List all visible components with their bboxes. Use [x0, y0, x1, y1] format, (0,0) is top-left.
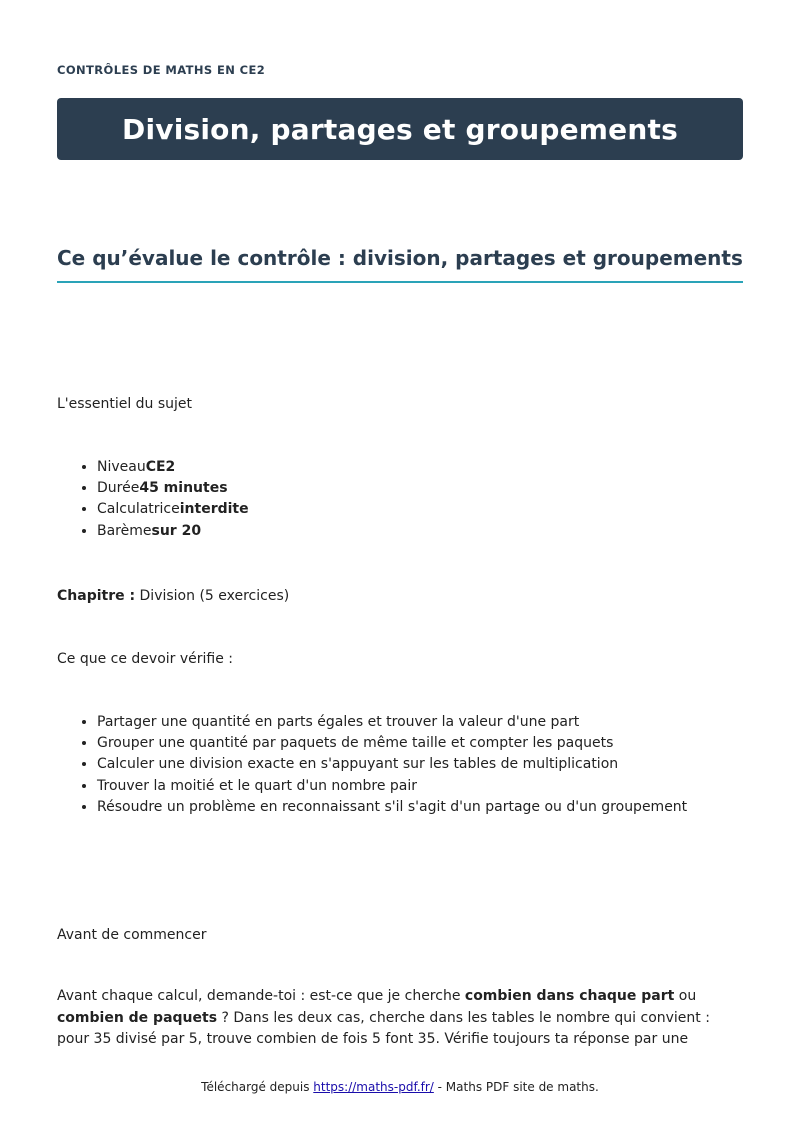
list-item: • Grouper une quantité par paquets de même taille et compter les paquets	[97, 733, 687, 754]
bold-run: combien de paquets	[57, 1009, 218, 1026]
checks-label: Ce que ce devoir vérifie :	[57, 651, 234, 667]
before-paragraph	[57, 986, 743, 1050]
page	[57, 0, 743, 1132]
list-item: • Calculer une division exacte en s'appuyant sur les tables de multiplication	[97, 754, 687, 775]
essentials-label: L'essentiel du sujet	[57, 396, 193, 412]
text-run: ou	[674, 988, 697, 1004]
essentials-list	[57, 457, 249, 542]
title-banner	[57, 98, 743, 160]
bold-run: combien dans chaque part	[464, 988, 675, 1004]
list-item	[97, 457, 249, 478]
item-label: Calculatrice	[97, 501, 180, 518]
section-title: Ce qu’évalue le contrôle : division, partages et groupements	[57, 243, 743, 283]
item-label: Barème	[97, 522, 152, 539]
chapter-line	[57, 586, 289, 607]
eyebrow: CONTRÔLES DE MATHS EN CE2	[57, 63, 266, 77]
item-label: Durée	[97, 480, 140, 497]
item-label: Niveau	[97, 459, 146, 475]
item-value: interdite	[179, 501, 249, 518]
footer-prefix: Téléchargé depuis	[201, 1080, 314, 1094]
text-run: Avant chaque calcul, demande-toi : est-ce que je cherche	[57, 988, 465, 1004]
checks-list	[57, 712, 687, 818]
footer-suffix: - Maths PDF site de maths.	[433, 1080, 599, 1094]
chapter-label: Chapitre :	[57, 588, 136, 604]
item-value: 45 minutes	[139, 480, 228, 497]
text-run: ? Dans les deux cas, cherche dans les tables le nombre qui convient : pour 35 divisé par 5, trouve combien de fois 5 font 35. Vérifie toujours ta réponse par une	[57, 1009, 710, 1047]
footer-link[interactable]: https://maths-pdf.fr/	[313, 1080, 434, 1094]
list-item	[97, 499, 249, 520]
list-item: • Trouver la moitié et le quart d'un nombre pair	[97, 776, 687, 797]
list-item	[97, 521, 249, 542]
before-label: Avant de commencer	[57, 927, 207, 943]
list-item: • Résoudre un problème en reconnaissant s'il s'agit d'un partage ou d'un groupement	[97, 797, 687, 818]
page-title: Division, partages et groupements	[122, 112, 678, 146]
list-item	[97, 478, 249, 499]
footer	[57, 1080, 743, 1094]
chapter-value: Division (5 exercices)	[139, 588, 290, 604]
item-value: sur 20	[151, 522, 202, 539]
item-value: CE2	[145, 459, 176, 475]
list-item: • Partager une quantité en parts égales et trouver la valeur d'une part	[97, 712, 687, 733]
